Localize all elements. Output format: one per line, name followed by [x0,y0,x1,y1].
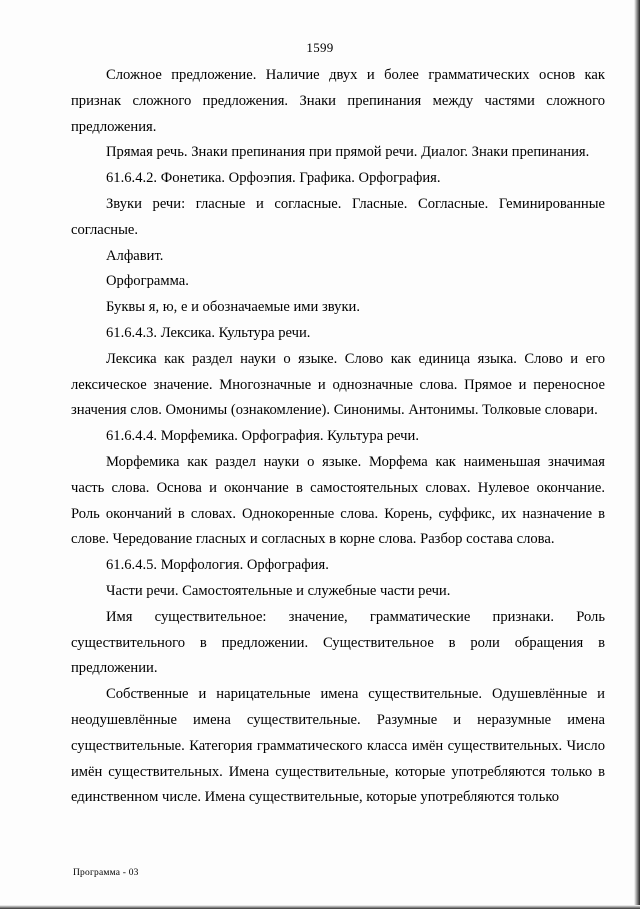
paragraph-complex-sentence: Сложное предложение. Наличие двух и более грамматических основ как признак сложного предложения. Знаки препинания между частями сложного предложения. [71,67,605,135]
page-footer: Программа - 03 [73,868,139,878]
page-number: 1599 [306,40,334,55]
scan-edge-right [634,0,640,909]
paragraph-parts-of-speech: Части речи. Самостоятельные и служебные части речи. [106,582,451,599]
paragraph-letters: Буквы я, ю, е и обозначаемые ими звуки. [106,299,360,316]
section-heading-morphology: 61.6.4.5. Морфология. Орфография. [106,557,329,574]
paragraph-speech-sounds: Звуки речи: гласные и согласные. Гласные. Согласные. Геминированные согласные. [71,195,605,238]
scan-edge-bottom [0,905,640,909]
paragraph-orthogram: Орфограмма. [106,273,189,290]
paragraph-alphabet: Алфавит. [106,247,164,264]
section-heading-morphemics: 61.6.4.4. Морфемика. Орфография. Культура речи. [106,428,419,445]
page-content [71,63,605,811]
paragraph-proper-nouns: Собственные и нарицательные имена существительные. Одушевлённые и неодушевлённые имена существительные. Разумные и неразумные имена существительные. Категория грамматического класса имён существительных. Число имён существительных. Имена существительные, которые употребляются только в единственном числе. Имена существительные, которые употребляются только [71,686,605,806]
section-heading-lexicon: 61.6.4.3. Лексика. Культура речи. [106,324,311,341]
paragraph-lexicon: Лексика как раздел науки о языке. Слово как единица языка. Слово и его лексическое значение. Многозначные и однозначные слова. Прямое и переносное значения слов. Омонимы (ознакомление). Синонимы. Антонимы. Толковые словари. [71,350,605,419]
paragraph-noun: Имя существительное: значение, грамматические признаки. Роль существительного в предложении. Существительное в роли обращения в предложении. [71,608,605,677]
paragraph-morphemics: Морфемика как раздел науки о языке. Морфема как наименьшая значимая часть слова. Основа и окончание в самостоятельных словах. Нулевое окончание. Роль окончаний в словах. Однокоренные слова. Корень, суффикс, их назначение в слове. Чередование гласных и согласных в корне слова. Разбор состава слова. [71,453,605,548]
section-heading-phonetics: 61.6.4.2. Фонетика. Орфоэпия. Графика. Орфография. [106,170,441,187]
paragraph-direct-speech: Прямая речь. Знаки препинания при прямой речи. Диалог. Знаки препинания. [106,144,590,161]
